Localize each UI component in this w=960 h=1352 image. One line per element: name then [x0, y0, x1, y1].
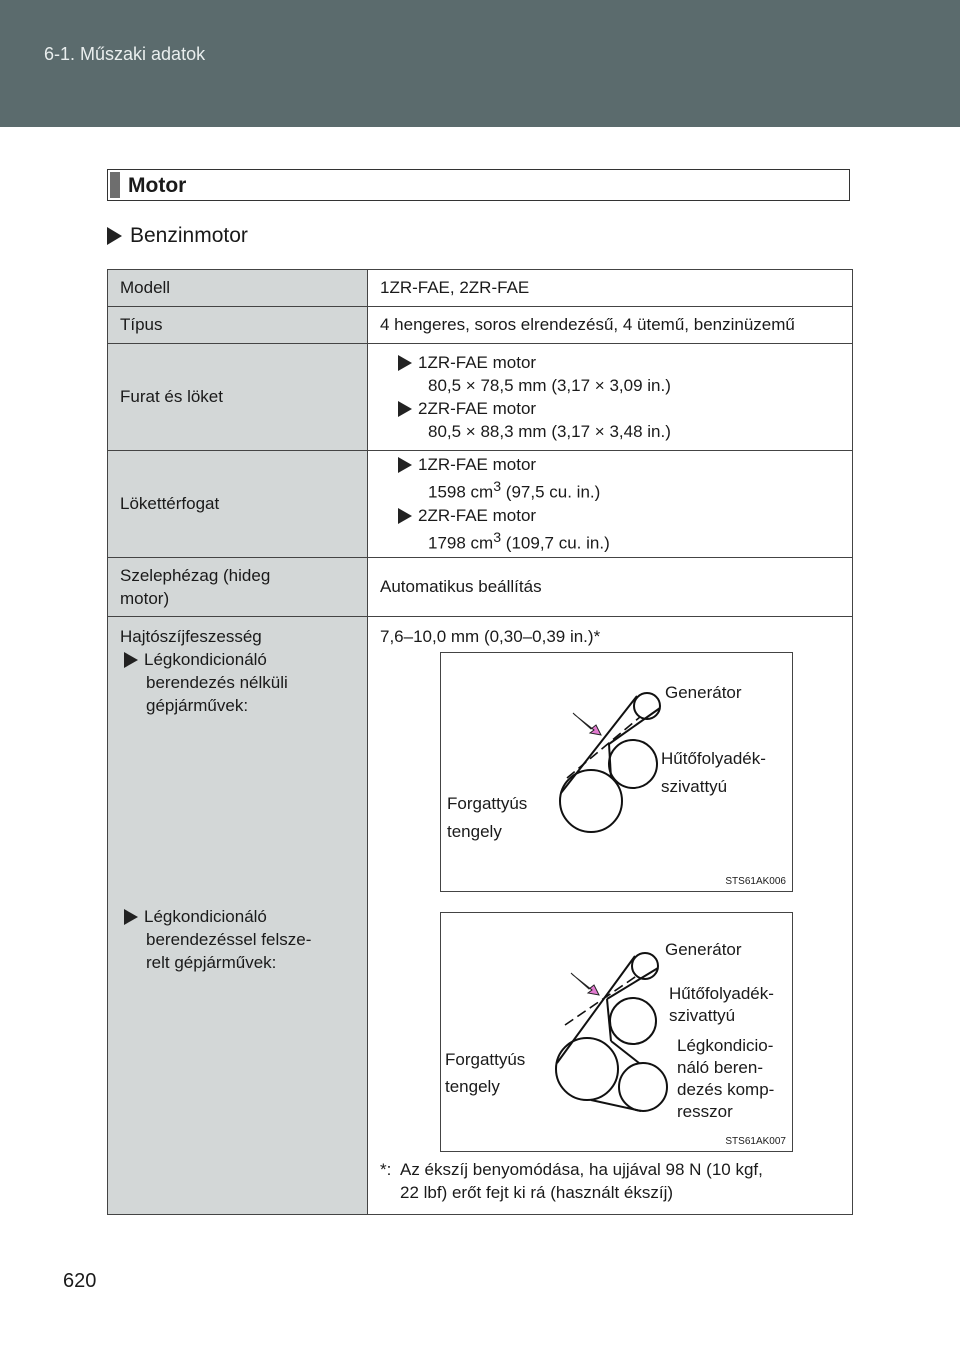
subheading: [107, 224, 248, 248]
list-item: 1ZR-FAE motor: [398, 351, 852, 374]
engine-spec-table: [107, 269, 853, 1215]
page-number: 620: [63, 1270, 97, 1292]
row-label-type: Típus: [108, 307, 368, 344]
row-value-type: 4 hengeres, soros elrendezésű, 4 ütemű, benzinüzemű: [368, 307, 853, 344]
list-item: Légkondicionáló: [120, 905, 367, 928]
belt-diagram-with-ac: Generátor Hűtőfolyadék- szivattyú Légkondicio- náló beren- dezés komp- resszor Forgattyús tengely STS61AK007: [440, 912, 793, 1152]
subheading-text: Benzinmotor: [130, 224, 248, 247]
row-value-bore: 1ZR-FAE motor 80,5 × 78,5 mm (3,17 × 3,09 in.) 2ZR-FAE motor 80,5 × 88,3 mm (3,17 × 3,48 in.): [368, 344, 853, 451]
triangle-bullet-icon: [124, 909, 138, 925]
row-value-displacement: 1ZR-FAE motor 1598 $cm^3$ (97,5 cu. in.) 2ZR-FAE motor 1798 $cm^3$ (109,7 cu. in.): [368, 451, 853, 558]
table-row: [108, 344, 853, 451]
row-label-displacement: Lökettérfogat: [108, 451, 368, 558]
section-title: Motor: [128, 174, 187, 197]
page-header: [0, 0, 960, 127]
triangle-bullet-icon: [398, 457, 412, 473]
row-value-model: 1ZR-FAE, 2ZR-FAE: [368, 270, 853, 307]
triangle-bullet-icon: [398, 508, 412, 524]
footnote: *: Az ékszíj benyomódása, ha ujjával 98 N (10 kgf, 22 lbf) erőt fejt ki rá (használt ékszíj): [380, 1160, 763, 1202]
list-item: 2ZR-FAE motor: [398, 397, 852, 420]
table-row: [108, 307, 853, 344]
triangle-bullet-icon: [398, 401, 412, 417]
belt-tension-value: 7,6–10,0 mm (0,30–0,39 in.)*: [380, 627, 601, 646]
triangle-bullet-icon: [107, 227, 122, 245]
table-row: [108, 617, 853, 1215]
row-value-belt: [368, 617, 853, 1215]
table-row: [108, 451, 853, 558]
table-row: [108, 270, 853, 307]
list-item: Légkondicionáló: [120, 648, 367, 671]
table-row: [108, 558, 853, 617]
chapter-title: 6-1. Műszaki adatok: [44, 44, 206, 64]
section-title-bar: [110, 172, 120, 198]
list-item: 2ZR-FAE motor: [398, 504, 852, 527]
row-label-valve: Szelephézag (hideg motor): [108, 558, 368, 617]
section-title-box: [107, 169, 850, 201]
row-label-model: Modell: [108, 270, 368, 307]
triangle-bullet-icon: [398, 355, 412, 371]
triangle-bullet-icon: [124, 652, 138, 668]
row-label-bore: Furat és löket: [108, 344, 368, 451]
row-label-belt: Hajtószíjfeszesség Légkondicionáló berendezés nélküli gépjárművek: Légkondicionáló berendezéssel felsze- relt gépjárművek:: [108, 617, 368, 1215]
row-value-valve: Automatikus beállítás: [368, 558, 853, 617]
belt-diagram-without-ac: Generátor Hűtőfolyadék- szivattyú Forgattyús tengely STS61AK006: [440, 652, 793, 892]
list-item: 1ZR-FAE motor: [398, 453, 852, 476]
